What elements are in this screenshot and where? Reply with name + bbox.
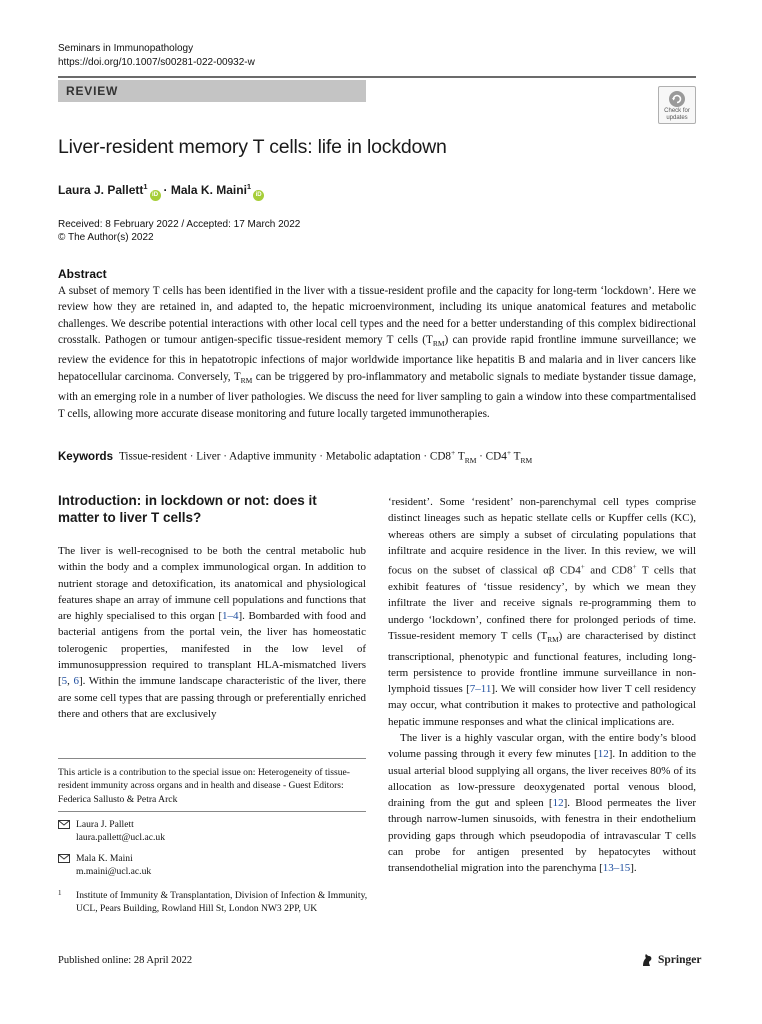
author-separator: · bbox=[163, 183, 168, 197]
envelope-icon bbox=[58, 820, 70, 829]
article-title: Liver-resident memory T cells: life in lockdown bbox=[58, 136, 447, 158]
received-accepted-dates: Received: 8 February 2022 / Accepted: 17 March 2022 bbox=[58, 219, 301, 230]
envelope-icon bbox=[58, 854, 70, 863]
special-issue-note: This article is a contribution to the special issue on: Heterogeneity of tissue-resident immunity across organs and in health and disease - Guest Editors: Federica Sallusto & Petra Arck bbox=[58, 767, 351, 805]
affiliation-number: 1 bbox=[58, 889, 62, 897]
citation-link[interactable]: 12 bbox=[552, 797, 564, 810]
author-name[interactable]: Mala K. Maini bbox=[170, 183, 247, 197]
author-affiliation-mark: 1 bbox=[246, 182, 252, 191]
contact-name: Mala K. Maini bbox=[76, 853, 133, 864]
paragraph: The liver is a highly vascular organ, with the entire body’s blood volume passing through it every few minutes [12]. In addition to the usual arterial blood supplying all organs, the liver receives 80% of its allocation as low-pressure deoxygenated portal venous blood, draining from the gut and spleen [12]. Blood permeates the liver through narrow-lumen sinusoids, with fenestra in their endothelium providing gaps through which pseudopodia of intravascular T cells can probe for antigen presented by hepatocytes without transendothelial migration into the parenchyma [13–15]. bbox=[388, 732, 696, 875]
contact-name: Laura J. Pallett bbox=[76, 819, 134, 830]
publisher-name: Springer bbox=[658, 954, 702, 966]
header-rule bbox=[58, 76, 696, 78]
abstract-heading: Abstract bbox=[58, 267, 107, 281]
footnote-rule bbox=[58, 758, 366, 759]
doi-link[interactable]: https://doi.org/10.1007/s00281-022-00932-w bbox=[58, 57, 255, 68]
orcid-icon[interactable]: iD bbox=[150, 190, 161, 201]
copyright-line: © The Author(s) 2022 bbox=[58, 232, 154, 243]
section-heading: Introduction: in lockdown or not: does it matter to liver T cells? bbox=[58, 493, 317, 525]
check-for-updates-badge[interactable] bbox=[658, 86, 696, 124]
springer-horse-icon bbox=[640, 953, 654, 967]
citation-link[interactable]: 12 bbox=[597, 748, 609, 761]
citation-link[interactable]: 13–15 bbox=[602, 862, 631, 875]
right-column-text bbox=[388, 494, 696, 877]
author-name[interactable]: Laura J. Pallett bbox=[58, 183, 144, 197]
citation-link[interactable]: 7–11 bbox=[469, 683, 492, 696]
journal-name: Seminars in Immunopathology bbox=[58, 43, 194, 54]
paragraph: The liver is well-recognised to be both the central metabolic hub within the body and a complex immunological organ. In addition to nutrient storage and detoxification, its anatomical and physiological features shape an array of immune cell populations and functions that are highly specialised to this organ [1–4]. Bombarded with food and bacterial antigens from the portal vein, the liver has homeostatic tolerogenic properties, manifested in the low level of immunosuppression required to transplant HLA-mismatched livers [5, 6]. Within the immune landscape characteristic of the liver, there are some cell types that are passing through or preferentially enriched there and others that are exclusively bbox=[58, 545, 367, 720]
refresh-icon bbox=[668, 90, 686, 108]
left-column-text bbox=[58, 543, 366, 722]
check-for-updates-label: Check for updates bbox=[664, 108, 690, 121]
article-type-label: REVIEW bbox=[66, 84, 119, 98]
article-type-band bbox=[58, 80, 366, 102]
keywords-line: Keywords Tissue-resident · Liver · Adaptive immunity · Metabolic adaptation · CD8+ $T_{RM} \cdot CD4^+$ $T_{RM}$ bbox=[58, 448, 533, 465]
paragraph: ‘resident’. Some ‘resident’ non-parenchymal cell types comprise distinct lineages such as hepatic stellate cells or Kupffer cells (KC), whereas others are simply a subset of circulating populations that infiltrate and acquire residence in the liver. In this review, we will focus on the subset of classical αβ CD4+ and CD8+ T cells that exhibit features of ‘tissue residency’, by which we mean they infiltrate the liver and receive signals re-programming them to undergo ‘lockdown’, confined there for prolonged periods of time. Tissue-resident memory T cells $(T_{RM})$ are characterised by distinct transcriptional, phenotypic and functional features, including long-term persistence to provide frontline immune surveillance in non-lymphoid tissues [7–11]. We will consider how liver T cell residency may occur, what contribution it makes to protective and pathological hepatic immune responses and what the clinical implications are. bbox=[388, 496, 696, 728]
footnote-rule bbox=[58, 811, 366, 812]
affiliation-text: Institute of Immunity & Transplantation, Division of Infection & Immunity, UCL, Pears Building, Rowland Hill St, London NW3 2PP, UK bbox=[76, 890, 368, 915]
citation-link[interactable]: 1–4 bbox=[222, 610, 239, 623]
author-affiliation-mark: 1 bbox=[143, 182, 148, 191]
contact-email[interactable]: m.maini@ucl.ac.uk bbox=[76, 866, 152, 878]
keywords-label: Keywords bbox=[58, 450, 113, 463]
abstract-body: A subset of memory T cells has been identified in the liver with a tissue-resident profile and the capacity for long-term ‘lockdown’. Here we review how they are retained in, and adapted to, the hepatic microenvironment, including its unique anatomical features and metabolic challenges. We describe potential interactions with other local cell types and the need for a better understanding of this complex bidirectional crosstalk. Pathogen or tumour antigen-specific tissue-resident memory T cells $(T_{RM})$ can provide rapid frontline immune surveillance; we review the evidence for this in hepatotropic infections of major worldwide importance like hepatitis B and malaria and in liver cancers like hepatocellular carcinoma. Conversely, $T_{RM}$ can be triggered by pro-inflammatory and metabolic signals to mediate bystander tissue damage, with an emerging role in a number of liver pathologies. We discuss the need for liver sampling to gain a window into these compartmentalised T cells, allowing more accurate disease monitoring and future locally targeted immunotherapies. bbox=[58, 285, 696, 420]
citation-link[interactable]: 5 bbox=[61, 675, 68, 688]
contact-email[interactable]: laura.pallett@ucl.ac.uk bbox=[76, 832, 166, 844]
citation-link[interactable]: 6 bbox=[73, 675, 79, 688]
published-online-date: Published online: 28 April 2022 bbox=[58, 955, 193, 966]
orcid-icon[interactable]: iD bbox=[253, 190, 264, 201]
author-list bbox=[58, 179, 267, 201]
